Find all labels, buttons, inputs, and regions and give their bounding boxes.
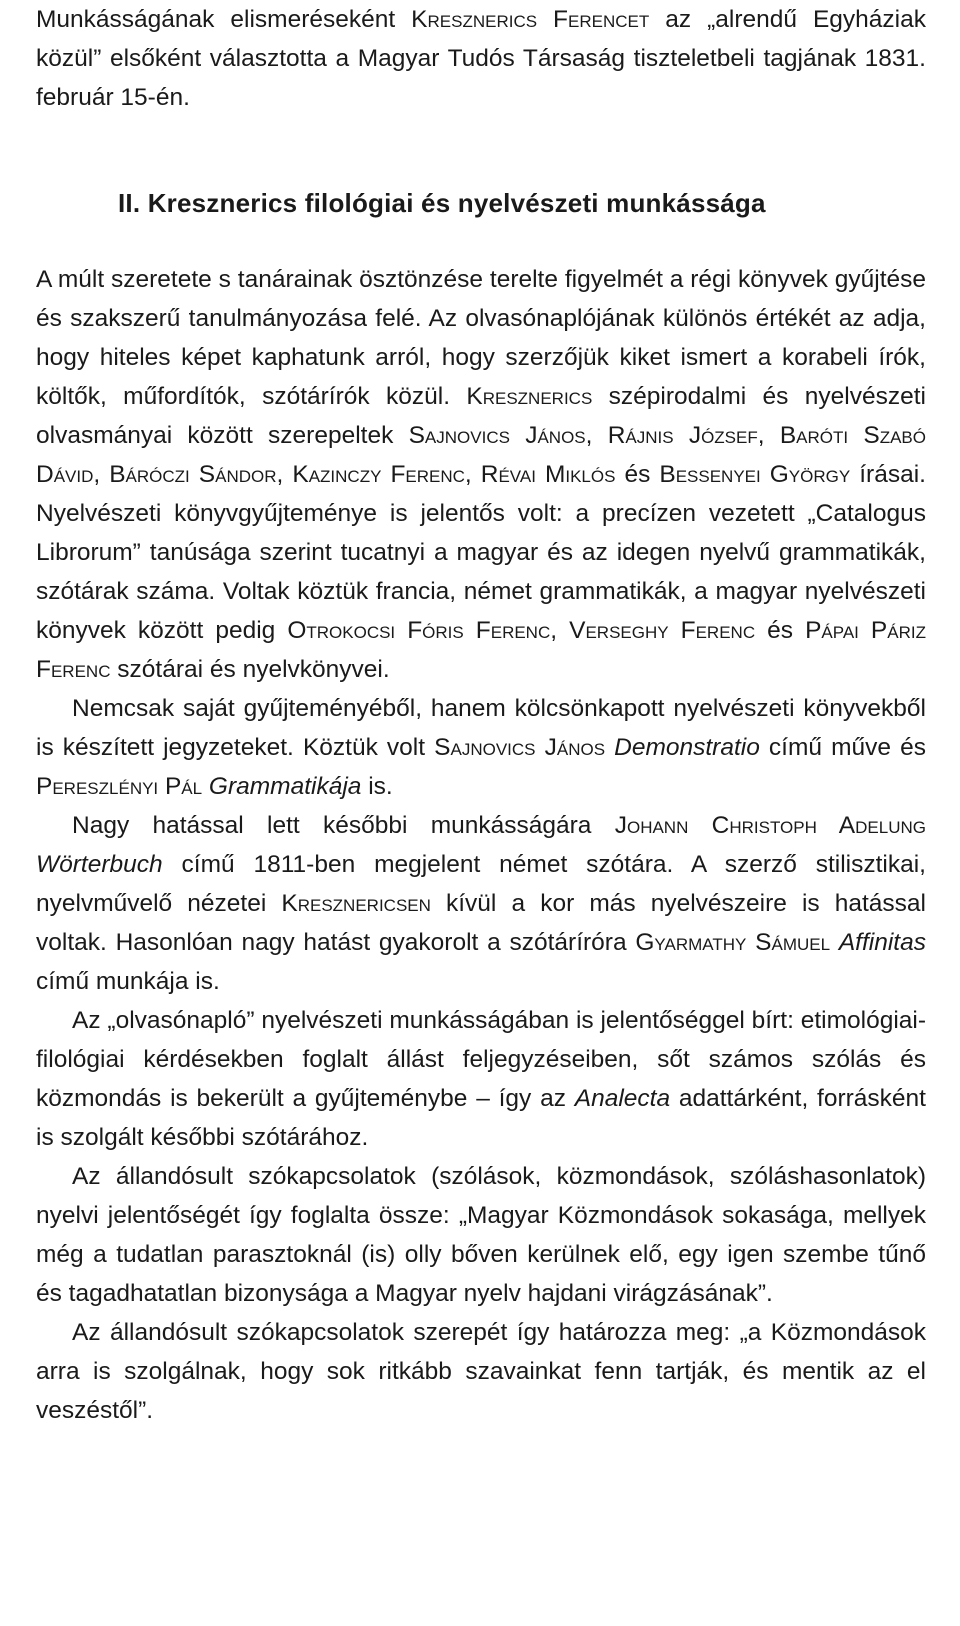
person-name: Pápai Páriz Ferenc <box>36 617 927 683</box>
work-title: Affinitas <box>838 929 926 956</box>
text-run: , <box>93 461 110 488</box>
text-run: írásai. Nyelvészeti könyvgyűjteménye is jelentős volt: a precízen vezetett „Catalogus Librorum” tanúsága szerint tucatnyi a magyar és az idegen nyelvű grammatikák, szótárak száma. Voltak köztük francia, német grammatikák, a magyar nyelvészeti könyvek között pedig <box>36 461 926 644</box>
text-run: Nemcsak saját gyűjteményéből, hanem kölcsönkapott nyelvészeti könyvekből is készített jegyzeteket. Köztük volt <box>36 695 926 761</box>
body-paragraph <box>36 806 926 1001</box>
person-name: Otrokocsi Fóris Ferenc <box>287 617 551 644</box>
body-paragraph <box>36 689 926 806</box>
text-run <box>830 929 839 956</box>
person-name: Révai Miklós <box>480 461 616 488</box>
body-paragraph <box>36 1001 926 1157</box>
person-name: Verseghy Ferenc <box>569 617 756 644</box>
person-name: Sajnovics János <box>434 734 606 761</box>
text-run: , <box>276 461 293 488</box>
text-run: adattárként, forrásként is szolgált későbbi szótárához. <box>36 1085 926 1151</box>
person-name: Rájnis József <box>607 422 758 449</box>
text-run: II. Kresznerics filológiai és nyelvészeti munkássága <box>118 188 766 218</box>
text-run: is. <box>361 773 393 800</box>
text-run <box>605 734 614 761</box>
work-title: Analecta <box>574 1085 671 1112</box>
body-paragraph <box>36 0 926 117</box>
text-run: című 1811-ben megjelent német szótára. A szerző stilisztikai, nyelvművelő nézetei <box>36 851 926 917</box>
person-name: Kresznerics <box>466 383 593 410</box>
person-name: Bessenyei György <box>659 461 851 488</box>
text-run: Munkásságának elismeréseként <box>36 6 412 33</box>
person-name: Kresznerics Ferencet <box>411 6 650 33</box>
text-run: Az „olvasónapló” nyelvészeti munkásságában is jelentőséggel bírt: etimológiai-filológiai kérdésekben foglalt állást feljegyzéseiben, sőt számos szólás és közmondás is bekerült a gyűjteménybe – így az <box>36 1007 926 1112</box>
text-run: , <box>550 617 570 644</box>
text-run: című műve és <box>759 734 926 761</box>
body-paragraph <box>36 260 926 689</box>
text-run: és <box>755 617 806 644</box>
text-run: Az állandósult szókapcsolatok (szólások, közmondások, szóláshasonlatok) nyelvi jelentőségét így foglalta össze: „Magyar Közmondások sokasága, mellyek még a tudatlan parasztoknál (is) olly bőven kerülnek elő, egy igen szembe tűnő és tagadhatatlan bizonysága a Magyar nyelv hajdani virágzásának”. <box>36 1163 926 1307</box>
person-name: Kresznericsen <box>281 890 431 917</box>
text-run: A múlt szeretete s tanárainak ösztönzése terelte figyelmét a régi könyvek gyűjtése és szakszerű tanulmányozása felé. Az olvasónaplójának különös értékét az adja, hogy hiteles képet kaphatunk arról, hogy szerzőjük kiket ismert a korabeli írók, költők, műfordítók, szótárírók közül. <box>36 266 926 410</box>
person-name: Johann Christoph Adelung <box>614 812 926 839</box>
text-run: szótárai és nyelvkönyvei. <box>110 656 390 683</box>
body-paragraph <box>36 1313 926 1430</box>
work-title: Grammatikája <box>208 773 362 800</box>
text-run: az „alrendű Egyháziak közül” elsőként választotta a Magyar Tudós Társaság tiszteletbeli tagjának 1831. február 15-én. <box>36 6 926 111</box>
body-paragraph <box>36 1157 926 1313</box>
text-run: Nagy hatással lett későbbi munkásságára <box>72 812 615 839</box>
person-name: Gyarmathy Sámuel <box>635 929 831 956</box>
work-title: Demonstratio <box>614 734 760 761</box>
text-run: , <box>585 422 608 449</box>
text-run: szépirodalmi és nyelvészeti olvasmányai között szerepeltek <box>36 383 926 449</box>
person-name: Kazinczy Ferenc <box>292 461 465 488</box>
work-title: Wörterbuch <box>36 851 163 878</box>
text-run: és <box>615 461 660 488</box>
section-heading <box>36 183 926 223</box>
person-name: Sajnovics János <box>408 422 586 449</box>
person-name: Pereszlényi Pál <box>36 773 203 800</box>
document-body <box>36 0 926 1430</box>
text-run: , <box>757 422 780 449</box>
text-run <box>202 773 209 800</box>
text-run: kívül a kor más nyelvészeire is hatással voltak. Hasonlóan nagy hatást gyakorolt a szótáríróra <box>36 890 926 956</box>
text-run: című munkája is. <box>36 968 220 995</box>
text-run: , <box>464 461 481 488</box>
person-name: Báróczi Sándor <box>109 461 277 488</box>
person-name: Baróti Szabó Dávid <box>36 422 926 488</box>
text-run: Az állandósult szókapcsolatok szerepét így határozza meg: „a Közmondások arra is szolgálnak, hogy sok ritkább szavainkat fenn tartják, és mentik az el veszéstől”. <box>36 1319 926 1424</box>
